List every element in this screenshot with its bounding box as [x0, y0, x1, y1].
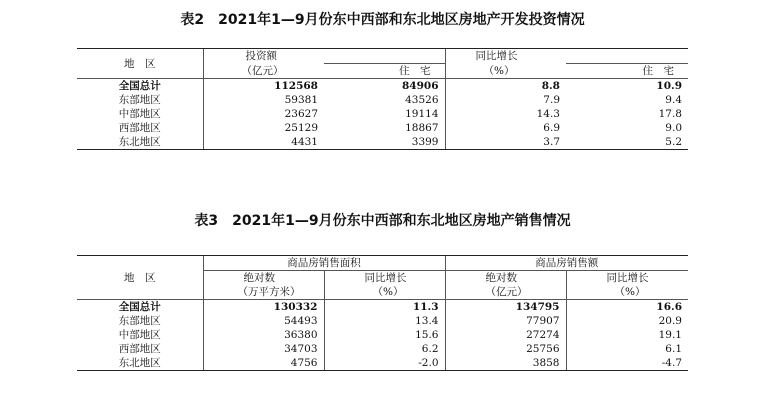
header-region: 地 区 — [77, 256, 203, 300]
table-row — [77, 107, 688, 121]
sales-growth-cell: 19.1 — [566, 328, 688, 342]
area-cell: 4756 — [203, 356, 324, 371]
sales-cell: 27274 — [445, 328, 566, 342]
header-sales-group: 商品房销售额 — [445, 256, 688, 271]
header-area-group: 商品房销售面积 — [203, 256, 445, 271]
table2-title: 表2 2021年1—9月份东中西部和东北地区房地产开发投资情况 — [180, 12, 585, 28]
growth-cell: 7.9 — [445, 93, 566, 107]
area-growth-cell: 15.6 — [324, 328, 445, 342]
table3-title: 表3 2021年1—9月份东中西部和东北地区房地产销售情况 — [194, 213, 571, 229]
residential-cell: 19114 — [405, 108, 439, 120]
region-cell: 全国总计 — [118, 80, 161, 92]
table-row — [77, 135, 688, 150]
investment-cell: 4431 — [203, 135, 324, 150]
header-growth: 同比增长 — [445, 49, 566, 64]
header-area-unit: （万平方米） — [203, 285, 324, 300]
area-growth-cell: 13.4 — [324, 314, 445, 328]
table-row — [77, 342, 688, 356]
header-growth2: 同比增长 — [566, 271, 688, 286]
growth-residential-cell: 17.8 — [658, 108, 682, 120]
growth-residential-cell: 10.9 — [656, 80, 682, 92]
header-region: 地 区 — [77, 49, 203, 79]
region-cell: 东北地区 — [77, 356, 203, 371]
area-growth-cell: -2.0 — [324, 356, 445, 371]
growth-residential-cell: 9.4 — [665, 94, 682, 106]
sales-growth-cell: 20.9 — [566, 314, 688, 328]
header-sales-unit: （亿元） — [445, 285, 566, 300]
header-investment-unit: （亿元） — [203, 64, 324, 79]
growth-residential-cell: 5.2 — [566, 135, 688, 150]
header-residential: 住 宅 — [324, 64, 445, 79]
area-cell: 130332 — [203, 300, 324, 315]
investment-cell: 112568 — [203, 79, 324, 94]
table-row — [77, 79, 688, 94]
header-investment: 投资额 — [203, 49, 324, 64]
region-cell: 东部地区 — [118, 315, 161, 327]
header-absolute: 绝对数 — [203, 271, 324, 286]
region-cell: 东部地区 — [118, 94, 161, 106]
area-cell: 34703 — [203, 342, 324, 356]
residential-cell: 43526 — [405, 94, 439, 106]
residential-cell: 18867 — [405, 122, 439, 134]
table-row — [77, 121, 688, 135]
sales-cell: 3858 — [445, 356, 566, 371]
growth-cell: 3.7 — [445, 135, 566, 150]
investment-cell: 59381 — [203, 93, 324, 107]
table-row — [77, 314, 688, 328]
area-growth-cell: 6.2 — [324, 342, 445, 356]
residential-cell: 3399 — [324, 135, 445, 150]
sales-growth-cell: 6.1 — [566, 342, 688, 356]
area-growth-cell: 11.3 — [324, 300, 445, 315]
investment-cell: 25129 — [203, 121, 324, 135]
residential-cell: 84906 — [401, 80, 439, 92]
sales-growth-cell: 16.6 — [566, 300, 688, 315]
header-growth-unit: （%） — [324, 285, 445, 300]
growth-cell: 6.9 — [445, 121, 566, 135]
region-cell: 西部地区 — [118, 122, 161, 134]
table-row — [77, 300, 688, 315]
table3-sales — [77, 255, 688, 371]
region-cell: 西部地区 — [118, 343, 161, 355]
area-cell: 36380 — [203, 328, 324, 342]
sales-cell: 77907 — [445, 314, 566, 328]
growth-cell: 14.3 — [445, 107, 566, 121]
area-cell: 54493 — [203, 314, 324, 328]
table2-investment — [77, 48, 688, 150]
table-row — [77, 328, 688, 342]
region-cell: 中部地区 — [118, 108, 161, 120]
growth-residential-cell: 9.0 — [665, 122, 682, 134]
table-row — [77, 93, 688, 107]
header-growth2-unit: （%） — [566, 285, 688, 300]
header-absolute2: 绝对数 — [445, 271, 566, 286]
header-growth-unit: （%） — [445, 64, 566, 79]
region-cell: 全国总计 — [118, 301, 161, 313]
sales-cell: 25756 — [445, 342, 566, 356]
table-row — [77, 356, 688, 371]
header-growth: 同比增长 — [324, 271, 445, 286]
region-cell: 中部地区 — [118, 329, 161, 341]
region-cell: 东北地区 — [77, 135, 203, 150]
header-growth-residential: 住 宅 — [566, 64, 688, 79]
sales-cell: 134795 — [445, 300, 566, 315]
growth-cell: 8.8 — [445, 79, 566, 94]
investment-cell: 23627 — [203, 107, 324, 121]
sales-growth-cell: -4.7 — [566, 356, 688, 371]
